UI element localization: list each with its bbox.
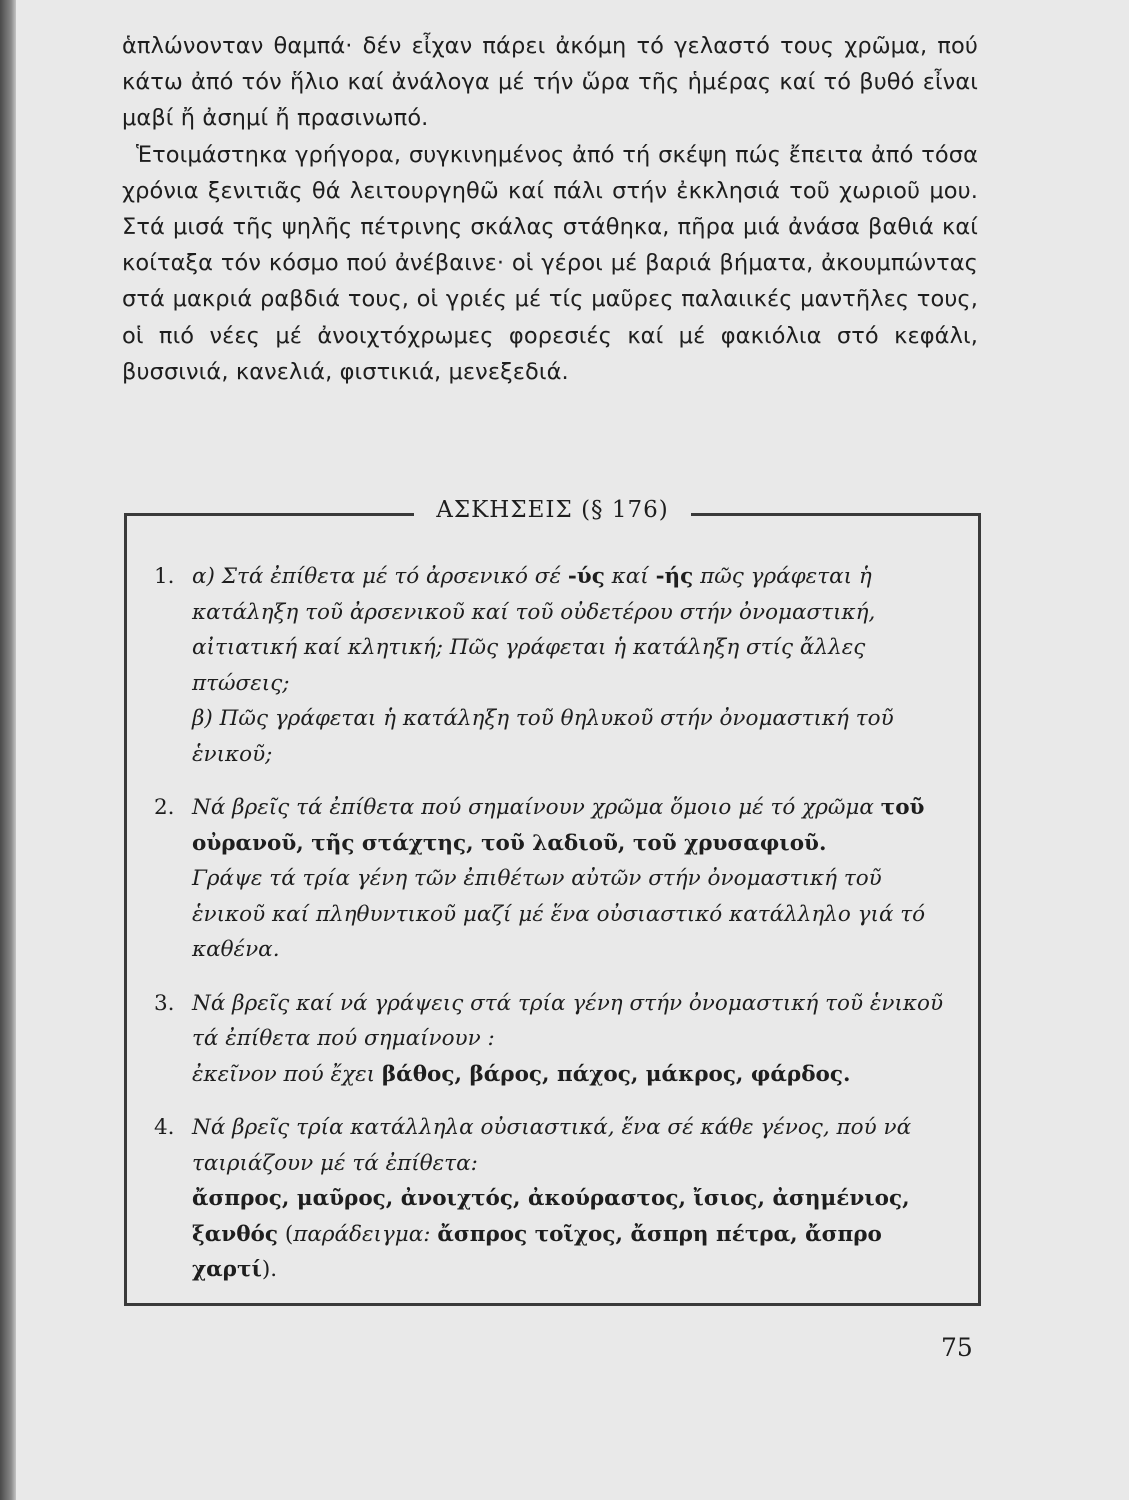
intro-paragraph-2: Ἑτοιμάστηκα γρήγορα, συγκινημένος ἀπό τή σκέψη πώς ἔπειτα ἀπό τόσα χρόνια ξενιτιᾶς θά λειτουργηθῶ καί πάλι στήν ἐκκλησιά τοῦ χωριοῦ μου. Στά μισά τῆς ψηλῆς πέτρινης σκάλας στάθηκα, πῆρα μιά ἀνάσα βαθιά καί κοίταξα τόν κόσμο πού ἀνέβαινε· οἱ γέροι μέ βαριά βήματα, ἀκουμπώντας στά μακριά ραβδιά τους, οἱ γριές μέ τίς μαῦρες παλαιικές μαντῆλες τους, οἱ πιό νέες μέ ἀνοιχτόχρωμες φορεσιές καί μέ φακιόλια στό κεφάλι, βυσσινιά, κανελιά, φιστικιά, μενεξεδιά.: [122, 141, 978, 385]
exercises-heading: ΑΣΚΗΣΕΙΣ (§ 176): [414, 497, 690, 523]
exercise-3-text-start: Νά βρεῖς καί νά γράψεις στά τρία γένη στήν ὀνομαστική τοῦ ἑνικοῦ τά ἐπίθετα πού σημαίνουν :: [192, 990, 944, 1051]
exercises-list: [154, 559, 949, 1306]
exercise-1: [154, 559, 949, 772]
exercise-1b-label: β): [192, 706, 213, 731]
exercise-number: 1.: [154, 564, 175, 589]
exercise-3-bold-nouns: βάθος, βάρος, πάχος, μάκρος, φάρδος.: [381, 1061, 851, 1087]
exercise-3-line: [192, 1057, 949, 1093]
exercise-1b-text: Πῶς γράφεται ἡ κατάληξη τοῦ θηλυκοῦ στήν ὀνομαστική τοῦ ἑνικοῦ;: [192, 706, 894, 767]
exercise-1a-text-end: πῶς γράφεται ἡ κατάληξη τοῦ ἀρσενικοῦ καί τοῦ οὐδετέρου στήν ὀνομαστική, αἰτιατική καί κλητική; Πῶς γράφεται ἡ κατάληξη στίς ἄλλες πτώσεις;: [192, 564, 876, 696]
book-binding-edge: [0, 0, 16, 1500]
exercise-3-text-end: ἐκεῖνον πού ἔχει: [192, 1061, 376, 1087]
exercise-1a-text-start: Στά ἐπίθετα μέ τό ἀρσενικό σέ: [221, 564, 562, 589]
intro-text: [122, 28, 978, 390]
book-page: [16, 0, 1129, 1500]
exercises-box: [124, 497, 981, 1306]
exercise-2: [154, 790, 949, 968]
exercise-4-close-paren: ).: [261, 1257, 278, 1282]
exercise-3: [154, 986, 949, 1093]
exercise-2-bold-colors: τοῦ οὐρανοῦ, τῆς στάχτης, τοῦ λαδιοῦ, τοῦ χρυσαφιοῦ.: [192, 795, 925, 856]
intro-paragraph-1: ἁπλώνονταν θαμπά· δέν εἶχαν πάρει ἀκόμη τό γελαστό τους χρῶμα, πού κάτω ἀπό τόν ἥλιο καί ἀνάλογα μέ τήν ὥρα τῆς ἡμέρας καί τό βυθό εἶναι μαβί ἤ ἀσημί ἤ πρασινωπό.: [122, 33, 978, 132]
exercise-number: 2.: [154, 795, 175, 820]
exercise-number: 3.: [154, 990, 175, 1016]
exercise-4-example-label: παράδειγμα:: [293, 1221, 431, 1247]
exercise-1a-label: α): [192, 564, 215, 589]
exercise-4-bold-example: ἄσπρος τοῖχος, ἄσπρη πέτρα, ἄσπρο χαρτί: [192, 1221, 882, 1282]
exercise-4: [154, 1110, 949, 1288]
exercise-4-open-paren: (: [284, 1221, 294, 1247]
exercises-heading-wrap: [127, 497, 978, 523]
page-number: 75: [941, 1333, 973, 1362]
exercise-1a: [192, 559, 949, 701]
exercise-2-text-start: Νά βρεῖς τά ἐπίθετα πού σημαίνουν χρῶμα ὅμοιο μέ τό χρῶμα: [192, 795, 874, 820]
exercise-1a-and: καί: [611, 564, 649, 589]
exercise-1a-ending-is: -ής: [655, 564, 694, 589]
exercise-4-line: [192, 1181, 949, 1288]
exercise-4-bold-adjectives: ἄσπρος, μαῦρος, ἀνοιχτός, ἀκούραστος, ἴσιος, ἀσημένιος, ξανθός: [192, 1186, 910, 1247]
exercise-2-text-end: Γράψε τά τρία γένη τῶν ἐπιθέτων αὐτῶν στήν ὀνομαστική τοῦ ἑνικοῦ καί πληθυντικοῦ μαζί μέ ἕνα οὐσιαστικό κατάλληλο γιά τό καθένα.: [192, 866, 926, 962]
exercise-number: 4.: [154, 1115, 175, 1140]
exercise-1b: [192, 701, 949, 772]
exercise-4-text-start: Νά βρεῖς τρία κατάλληλα οὐσιαστικά, ἕνα σέ κάθε γένος, πού νά ταιριάζουν μέ τά ἐπίθετα:: [192, 1115, 912, 1176]
exercise-1a-ending-us: -ύς: [567, 564, 605, 589]
